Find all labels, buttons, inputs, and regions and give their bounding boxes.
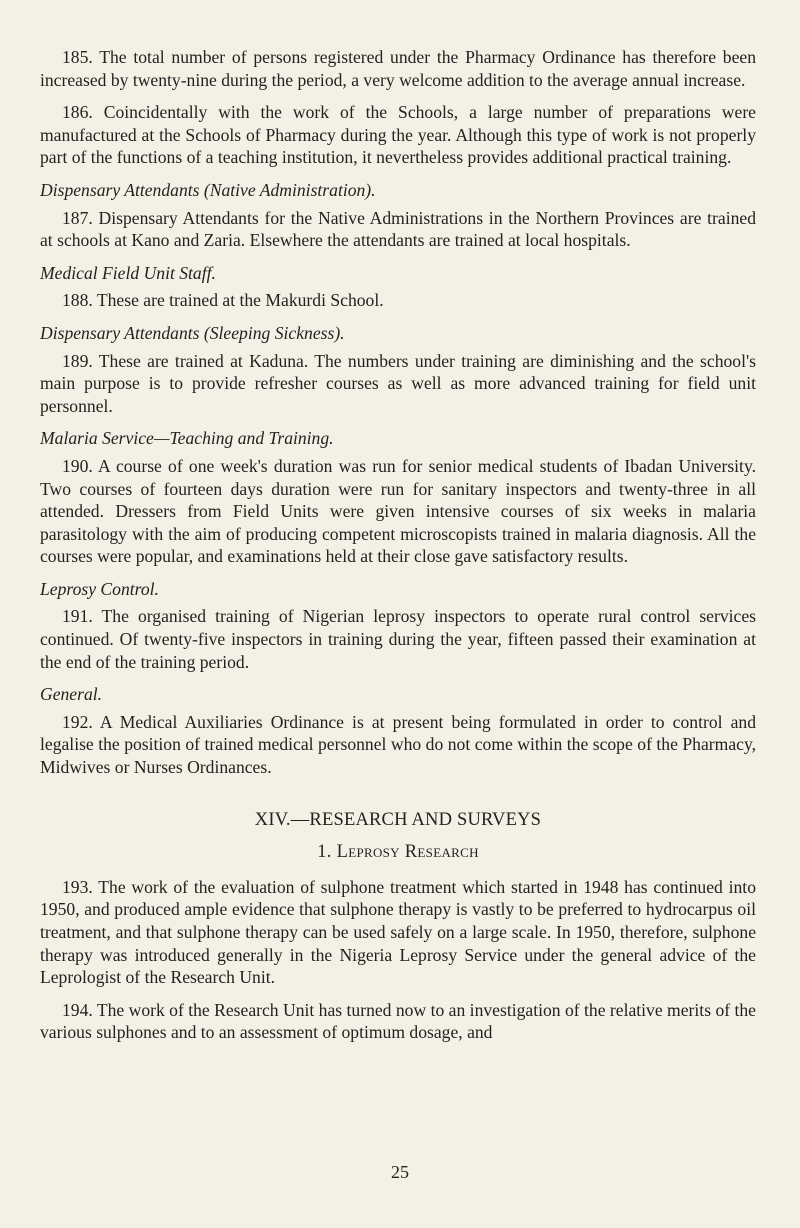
heading-dispensary-attendants-native: Dispensary Attendants (Native Administration).	[40, 179, 376, 200]
paragraph-189: 189. These are trained at Kaduna. The numbers under training are diminishing and the school's main purpose is to provide refresher courses as well as more advanced training for field unit personnel.	[40, 350, 756, 416]
heading-malaria-service: Malaria Service—Teaching and Training.	[40, 428, 334, 449]
heading-leprosy-control: Leprosy Control.	[40, 578, 159, 599]
page-number: 25	[391, 1162, 409, 1182]
heading-general: General.	[40, 684, 103, 705]
document-page	[40, 46, 756, 1054]
paragraph-190: 190. A course of one week's duration was run for senior medical students of Ibadan University. Two courses of fourteen days duration were run for sanitary inspectors and twenty-three in all attended. Dressers from Field Units were given intensive courses of six weeks in malaria parasitology with the aim of producing competent microscopists trained in malaria diagnosis. All the courses were popular, and examinations held at their close gave satisfactory results.	[40, 455, 756, 567]
paragraph-185: 185. The total number of persons registered under the Pharmacy Ordinance has therefore been increased by twenty-nine during the period, a very welcome addition to the average annual increase.	[40, 47, 756, 90]
paragraph-192: 192. A Medical Auxiliaries Ordinance is at present being formulated in order to control and legalise the position of trained medical personnel who do not come within the scope of the Pharmacy, Midwives or Nurses Ordinances.	[40, 711, 756, 778]
paragraph-188: 188. These are trained at the Makurdi School.	[62, 290, 384, 311]
heading-dispensary-attendants-sleeping-sickness: Dispensary Attendants (Sleeping Sickness).	[40, 322, 345, 343]
section-title-research-and-surveys: XIV.—RESEARCH AND SURVEYS	[254, 809, 542, 830]
paragraph-194: 194. The work of the Research Unit has turned now to an investigation of the relative merits of the various sulphones and to an assessment of optimum dosage, and	[40, 999, 756, 1043]
paragraph-191: 191. The organised training of Nigerian leprosy inspectors to operate rural control services continued. Of twenty-five inspectors in training during the year, fifteen passed their examination at the end of the training period.	[40, 606, 756, 672]
paragraph-187: 187. Dispensary Attendants for the Native Administrations in the Northern Provinces are trained at schools at Kano and Zaria. Elsewhere the attendants are trained at local hospitals.	[40, 207, 756, 251]
paragraph-193: 193. The work of the evaluation of sulphone treatment which started in 1948 has continued into 1950, and produced ample evidence that sulphone therapy is vastly to be preferred to hydrocarpus oil treatment, and that sulphone therapy can be used safely on a large scale. In 1950, therefore, sulphone therapy was introduced generally in the Nigeria Leprosy Service under the general advice of the Leprologist of the Research Unit.	[40, 876, 756, 988]
sub-section-leprosy-research: 1. Leprosy Research	[317, 842, 479, 863]
heading-medical-field-unit-staff: Medical Field Unit Staff.	[40, 262, 216, 283]
paragraph-186: 186. Coincidentally with the work of the Schools, a large number of preparations were manufactured at the Schools of Pharmacy during the year. Although this type of work is not properly part of the functions of a teaching institution, it nevertheless provides additional practical training.	[40, 102, 756, 168]
